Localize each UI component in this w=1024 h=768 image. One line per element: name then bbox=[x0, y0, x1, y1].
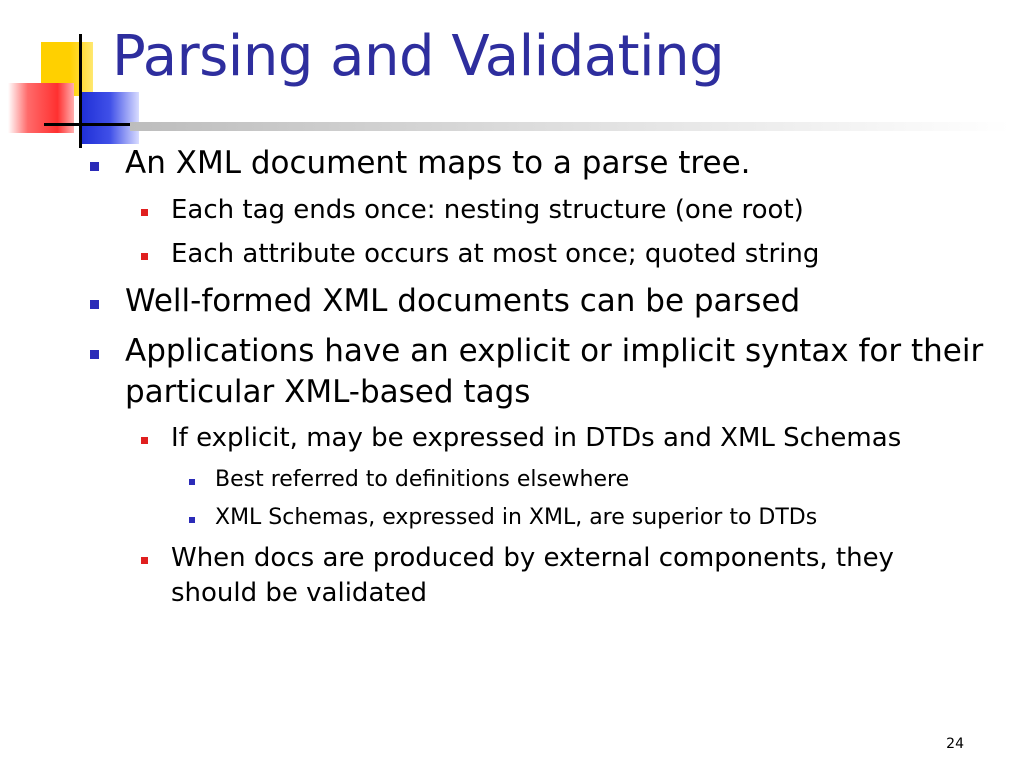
bullet-item-level2 bbox=[134, 541, 988, 611]
slide-title: Parsing and Validating bbox=[112, 24, 725, 89]
square-bullet-icon bbox=[189, 517, 195, 523]
title-underline-divider bbox=[130, 122, 1010, 131]
bullet-item-level2 bbox=[134, 237, 988, 272]
bullet-text: XML Schemas, expressed in XML, are superior to DTDs bbox=[215, 505, 818, 530]
bullet-text: Well-formed XML documents can be parsed bbox=[125, 283, 801, 319]
bullet-item-level1 bbox=[88, 331, 988, 413]
bullet-item-level2 bbox=[134, 421, 988, 456]
square-bullet-icon bbox=[141, 437, 148, 444]
bullet-item-level1 bbox=[88, 281, 988, 322]
bullet-item-level3 bbox=[178, 465, 988, 495]
logo-vertical-line bbox=[79, 34, 82, 148]
bullet-text: Each tag ends once: nesting structure (one root) bbox=[171, 195, 804, 225]
square-bullet-icon bbox=[90, 162, 99, 171]
square-bullet-icon bbox=[141, 209, 148, 216]
bullet-text: If explicit, may be expressed in DTDs and XML Schemas bbox=[171, 423, 902, 453]
square-bullet-icon bbox=[189, 479, 195, 485]
page-number: 24 bbox=[946, 736, 964, 752]
bullet-text: An XML document maps to a parse tree. bbox=[125, 145, 751, 181]
bullet-item-level2 bbox=[134, 193, 988, 228]
square-bullet-icon bbox=[90, 350, 99, 359]
logo-blue-square bbox=[81, 92, 139, 144]
bullet-text: When docs are produced by external components, they should be validated bbox=[171, 543, 894, 608]
square-bullet-icon bbox=[141, 253, 148, 260]
bullet-item-level1 bbox=[88, 143, 988, 184]
square-bullet-icon bbox=[90, 300, 99, 309]
bullet-text: Applications have an explicit or implicit syntax for their particular XML-based tags bbox=[125, 333, 984, 410]
bullet-list bbox=[88, 143, 988, 620]
logo-horizontal-line bbox=[44, 123, 136, 126]
square-bullet-icon bbox=[141, 557, 148, 564]
bullet-text: Best referred to definitions elsewhere bbox=[215, 467, 630, 492]
bullet-item-level3 bbox=[178, 503, 988, 533]
bullet-text: Each attribute occurs at most once; quoted string bbox=[171, 239, 820, 269]
